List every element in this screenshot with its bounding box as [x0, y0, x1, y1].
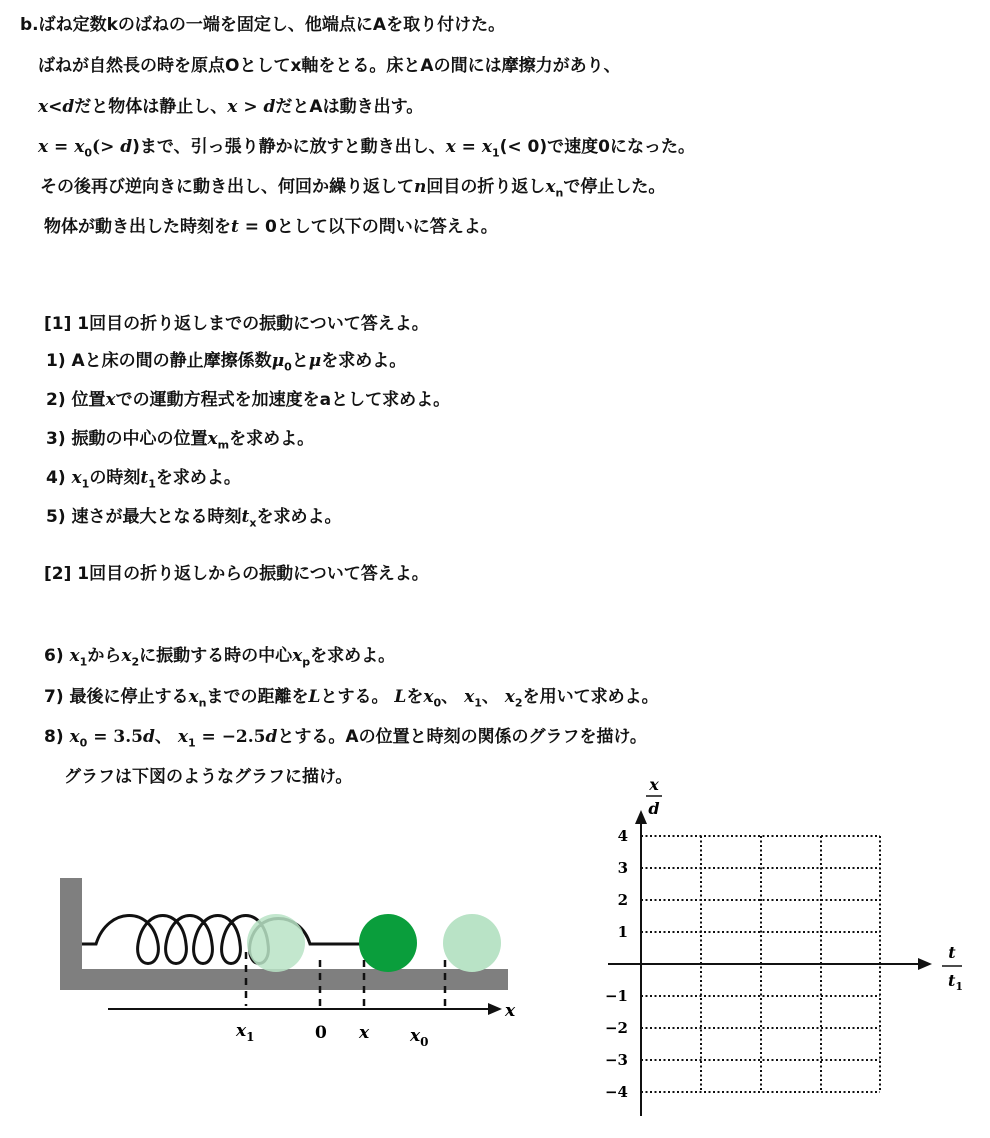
question-2: 2) 位置xでの運動方程式を加速度をaとして求めよ。 [46, 390, 451, 410]
y-tick-label: 2 [617, 891, 628, 909]
intro-line-3: x<dだと物体は静止し、x > dだとAは動き出す。 [38, 97, 424, 117]
spring-figure [50, 866, 540, 1056]
part2-heading: [2] 1回目の折り返しからの振動について答えよ。 [44, 564, 429, 584]
intro-line-4: $x = x_0(> d)$まで、引っ張り静かに放すと動き出し、$x = x_1(< 0)$で速度0になった。 [38, 137, 695, 160]
answer-graph [596, 776, 976, 1121]
floor [60, 969, 508, 990]
intro-line-1: b.ばね定数kのばねの一端を固定し、他端点にAを取り付けた。 [20, 15, 506, 35]
spring-coil [82, 916, 368, 964]
y-tick-label: −4 [604, 1083, 628, 1101]
graph-instruction: グラフは下図のようなグラフに描け。 [64, 767, 353, 787]
axis-label-x: x [505, 1001, 516, 1021]
label-x1: $x_1$ [236, 1021, 255, 1044]
label-x: x [359, 1023, 370, 1043]
question-7: 7) 最後に停止する$x_n$までの距離をLとする。 Lを$x_0$、 $x_1$、 $x_2$を用いて求めよ。 [44, 687, 659, 710]
y-tick-label: −1 [604, 987, 628, 1005]
x-axis-arrowhead [488, 1003, 502, 1015]
y-tick-label: −3 [604, 1051, 628, 1069]
question-3: 3) 振動の中心の位置$x_m$を求めよ。 [46, 429, 315, 452]
intro-line-6: 物体が動き出した時刻をt = 0として以下の問いに答えよ。 [44, 217, 498, 237]
intro-line-5: その後再び逆向きに動き出し、何回か繰り返してn回目の折り返し$x_n$で停止した。 [40, 177, 666, 200]
graph-y-arrowhead [635, 810, 647, 824]
graph-x-arrowhead [918, 958, 932, 970]
question-1: 1) Aと床の間の静止摩擦係数$\mu_0$とμを求めよ。 [46, 351, 407, 374]
y-tick-label: 4 [617, 827, 628, 845]
intro-line-2: ばねが自然長の時を原点Oとしてx軸をとる。床とAの間には摩擦力があり、 [38, 56, 621, 76]
label-x0: $x_0$ [410, 1026, 429, 1049]
y-label-numerator: x [649, 776, 659, 794]
y-tick-label: −2 [604, 1019, 628, 1037]
label-zero: 0 [315, 1023, 327, 1043]
question-4: 4) $x_1$の時刻$t_1$を求めよ。 [46, 468, 241, 491]
y-label-denominator: d [648, 799, 660, 818]
x-label-numerator: t [948, 943, 956, 962]
x-label-denominator: $t_1$ [948, 971, 964, 993]
question-6: 6) $x_1$から$x_2$に振動する時の中心$x_p$を求めよ。 [44, 646, 396, 669]
question-8: 8) $x_0 = 3.5d$、 $x_1 = -2.5d$とする。Aの位置と時刻の関係のグラフを描け。 [44, 727, 647, 750]
ball-at-x [359, 914, 417, 972]
ball-at-x1 [247, 914, 305, 972]
ball-at-x0 [443, 914, 501, 972]
question-5: 5) 速さが最大となる時刻$t_x$を求めよ。 [46, 507, 342, 530]
part1-heading: [1] 1回目の折り返しまでの振動について答えよ。 [44, 314, 429, 334]
y-tick-label: 1 [617, 923, 628, 941]
y-tick-label: 3 [617, 859, 628, 877]
